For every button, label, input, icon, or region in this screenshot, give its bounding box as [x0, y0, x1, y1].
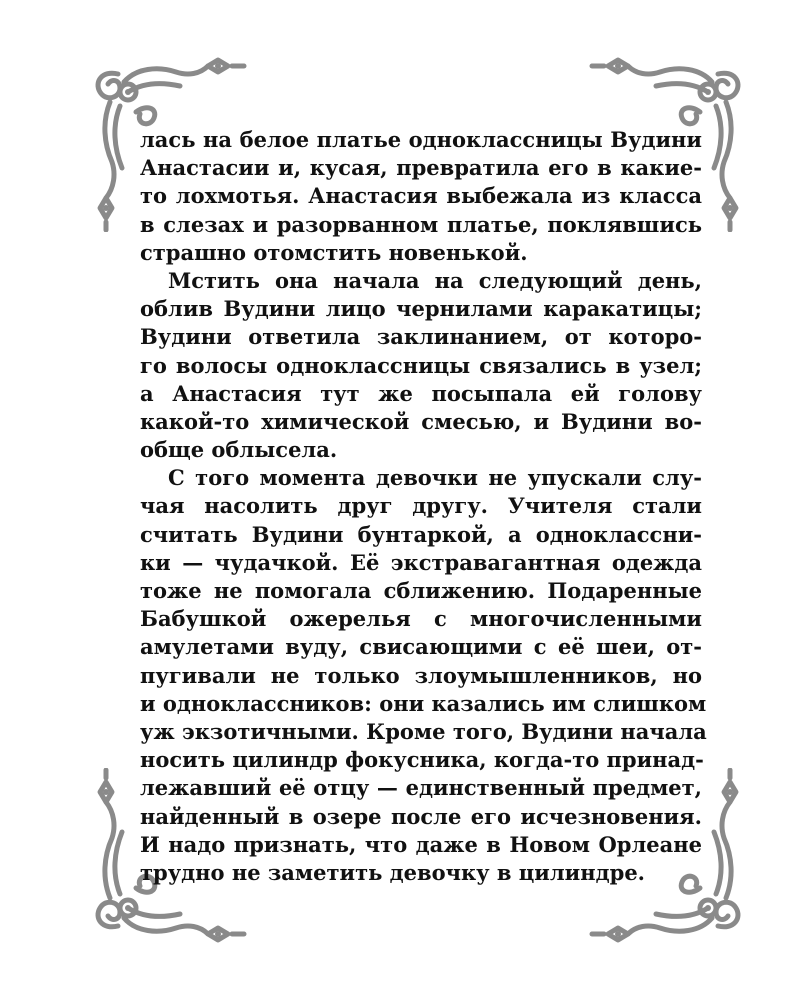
- text-line: амулетами вуду, свисающими с её шеи, от-: [140, 634, 702, 660]
- text-line: уж экзотичными. Кроме того, Вудини начала: [140, 718, 707, 744]
- text-line: чая насолить друг другу. Учителя стали: [140, 493, 702, 519]
- text-line: пугивали не только злоумышленников, но: [140, 662, 702, 688]
- text-line: какой-то химической смесью, и Вудини во-: [140, 408, 702, 434]
- text-line: страшно отомстить новенькой.: [140, 239, 528, 265]
- text-line: ки — чудачкой. Её экстравагантная одежда: [140, 549, 702, 575]
- text-line: то лохмотья. Анастасия выбежала из класса: [140, 183, 702, 209]
- text-line-paragraph-start: Мстить она начала на следующий день,: [168, 267, 702, 293]
- text-line: носить цилиндр фокусника, когда-то принад-: [140, 747, 704, 773]
- text-line: трудно не заметить девочку в цилиндре.: [140, 859, 645, 885]
- text-line: в слезах и разорванном платье, поклявшись: [140, 211, 702, 237]
- text-line: обще облысела.: [140, 437, 338, 463]
- text-line: и одноклассников: они казались им слишком: [140, 690, 707, 716]
- text-line: лась на белое платье одноклассницы Вудини: [140, 127, 702, 152]
- text-line: лежавший её отцу — единственный предмет,: [140, 775, 702, 801]
- page-body-text: [140, 126, 707, 887]
- text-line: Анастасии и, кусая, превратила его в какие-: [140, 155, 702, 181]
- text-line: считать Вудини бунтаркой, а одноклассни-: [140, 521, 702, 547]
- text-line: облив Вудини лицо чернилами каракатицы;: [140, 296, 702, 322]
- text-line: И надо признать, что даже в Новом Орлеане: [140, 831, 702, 857]
- text-line: найденный в озере после его исчезновения.: [140, 803, 702, 829]
- text-line: го волосы одноклассницы связались в узел;: [140, 352, 702, 378]
- text-line: Бабушкой ожерелья с многочисленными: [140, 606, 702, 632]
- text-line: а Анастасия тут же посыпала ей голову: [140, 380, 702, 406]
- text-line-paragraph-start: С того момента девочки не упускали слу-: [168, 465, 702, 491]
- text-line: Вудини ответила заклинанием, от которо-: [140, 324, 702, 350]
- text-line: тоже не помогала сближению. Подаренные: [140, 578, 702, 603]
